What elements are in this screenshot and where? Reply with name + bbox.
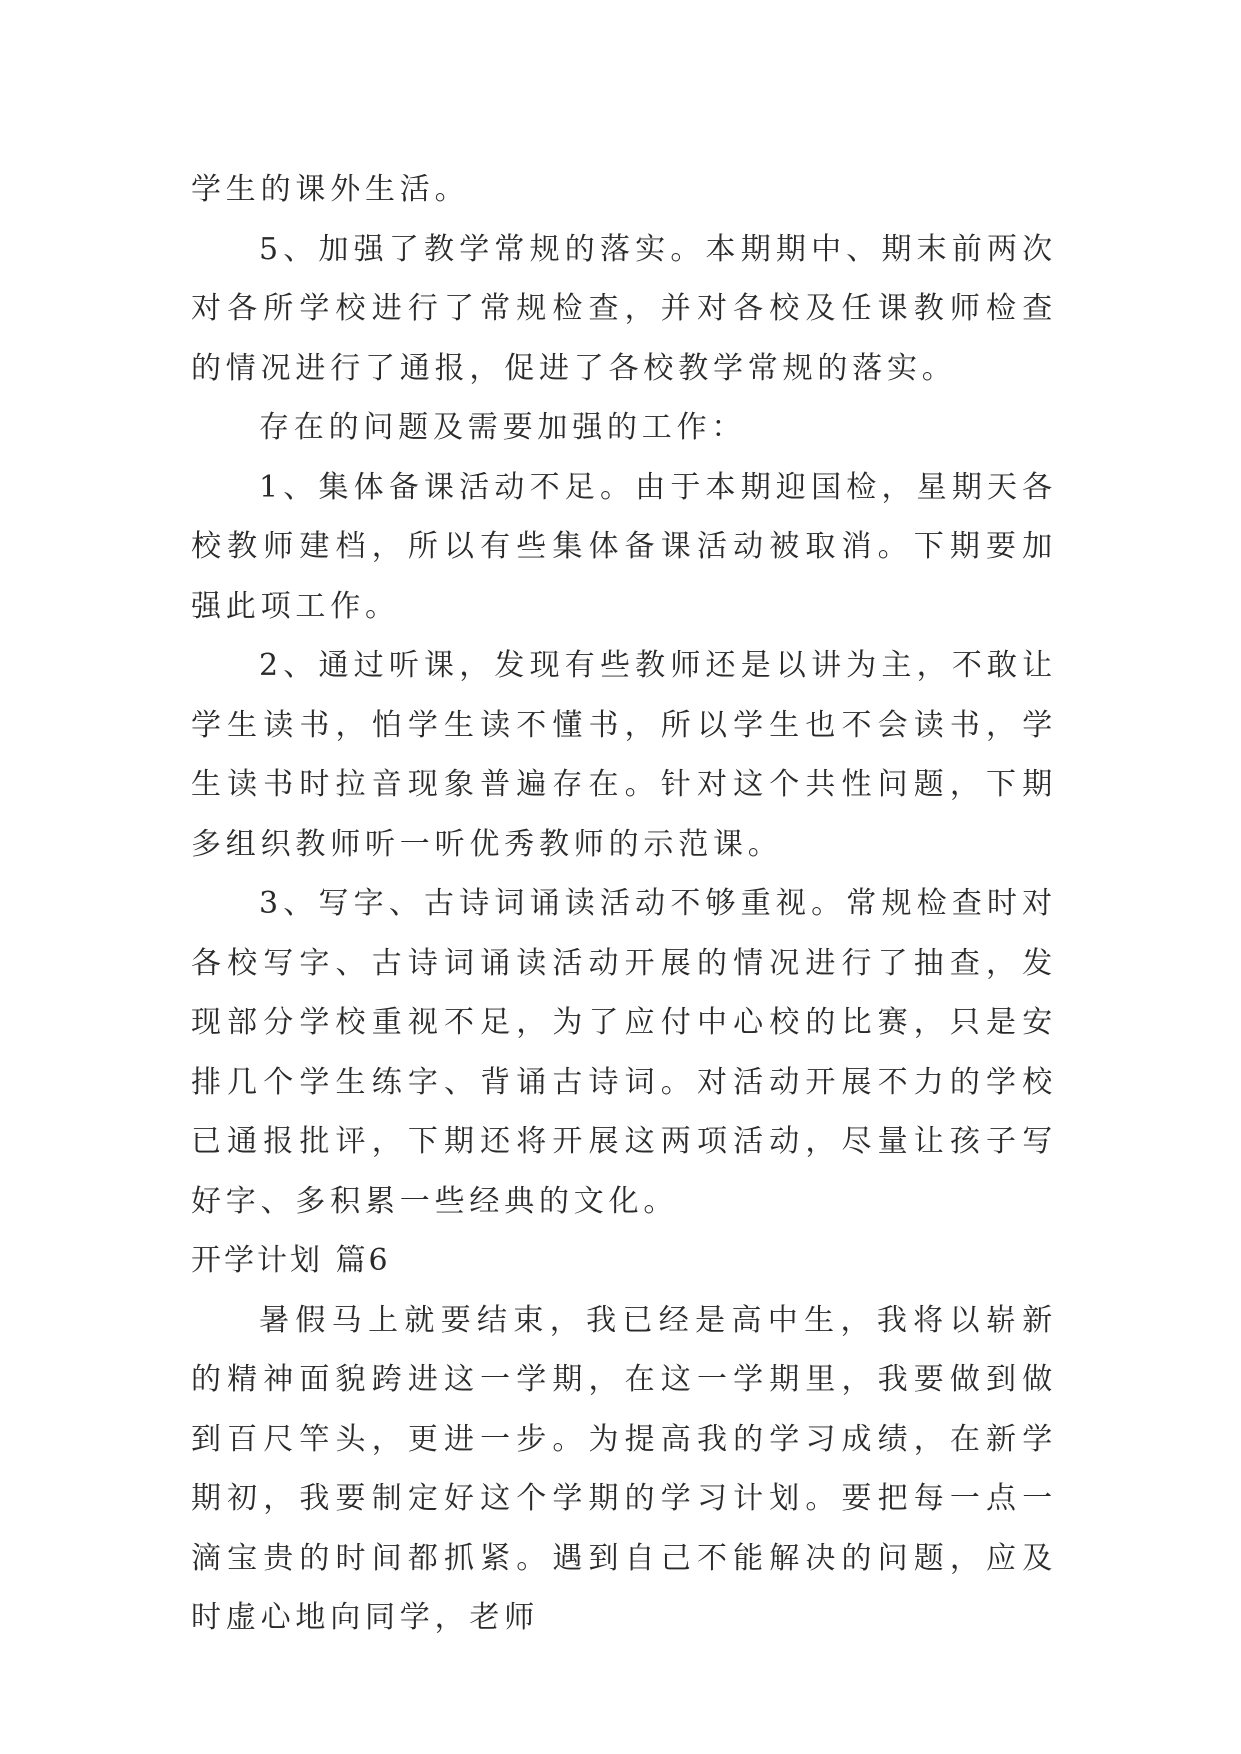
paragraph-plan-intro: 暑假马上就要结束，我已经是高中生，我将以崭新的精神面貌跨进这一学期，在这一学期里，我要做到做到百尺竿头，更进一步。为提高我的学习成绩，在新学期初，我要制定好这个学期的学习计划。要把每一点一滴宝贵的时间都抓紧。遇到自己不能解决的问题，应及时虚心地向同学，老师 <box>191 1302 1057 1635</box>
paragraph-issue-2: 2、通过听课，发现有些教师还是以讲为主，不敢让学生读书，怕学生读不懂书，所以学生也不会读书，学生读书时拉音现象普遍存在。针对这个共性问题，下期多组织教师听一听优秀教师的示范课。 <box>191 648 1057 862</box>
paragraph-issue-1: 1、集体备课活动不足。由于本期迎国检，星期天各校教师建档，所以有些集体备课活动被取消。下期要加强此项工作。 <box>191 469 1057 624</box>
paragraph-item-5: 5、加强了教学常规的落实。本期期中、期末前两次对各所学校进行了常规检查，并对各校及任课教师检查的情况进行了通报，促进了各校教学常规的落实。 <box>191 231 1057 386</box>
paragraph-issues-intro: 存在的问题及需要加强的工作： <box>259 410 747 445</box>
paragraph-continuation: 学生的课外生活。 <box>191 172 470 207</box>
paragraph-issue-3: 3、写字、古诗词诵读活动不够重视。常规检查时对各校写字、古诗词诵读活动开展的情况进行了抽查，发现部分学校重视不足，为了应付中心校的比赛，只是安排几个学生练字、背诵古诗词。对活动开展不力的学校已通报批评，下期还将开展这两项活动，尽量让孩子写好字、多积累一些经典的文化。 <box>191 886 1057 1219</box>
document-body <box>191 160 1057 1648</box>
section-heading: 开学计划 篇6 <box>191 1243 391 1278</box>
